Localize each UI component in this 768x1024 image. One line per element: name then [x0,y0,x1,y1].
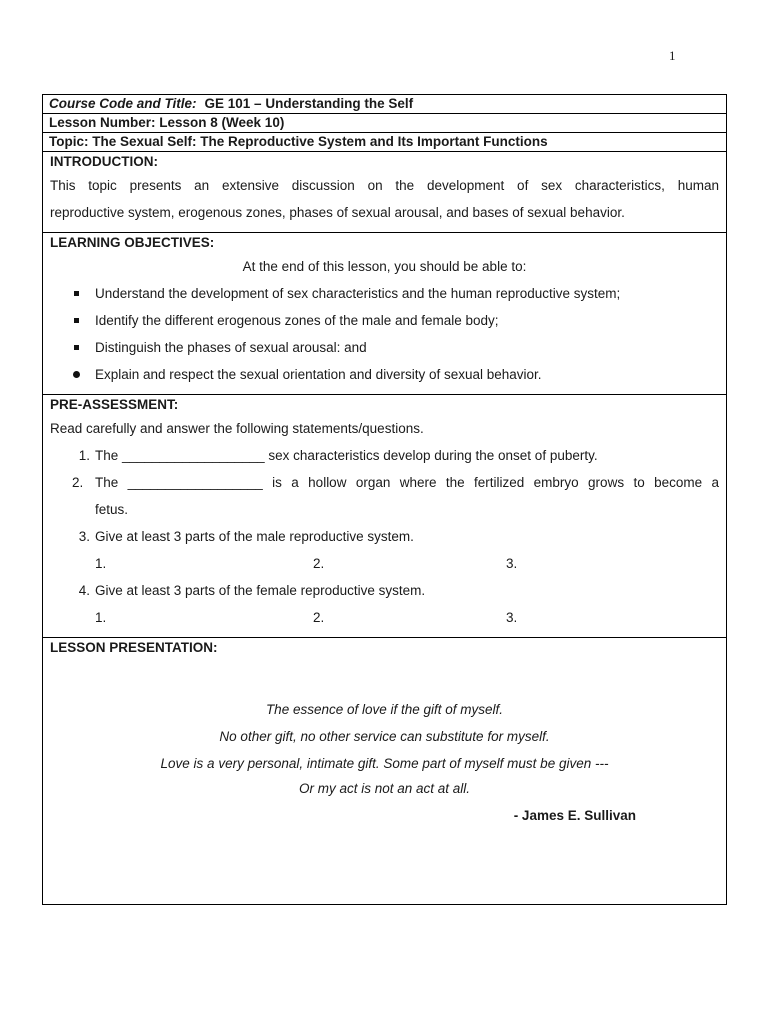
introduction-text-line-2: reproductive system, erogenous zones, phases of sexual arousal, and bases of sexual behavior. [50,205,625,220]
pre-assessment-heading: PRE-ASSESSMENT: [50,397,179,412]
introduction-text-line-1: This topic presents an extensive discussion on the development of sex characteristics, human [50,178,719,193]
course-row [43,95,726,114]
question-1: 1. The ___________________ sex characteristics develop during the onset of puberty. [78,448,598,463]
question-2-continuation: fetus. [95,502,129,517]
objectives-list [50,280,719,388]
answer-slot-1: 1. [95,556,107,571]
objectives-lead: At the end of this lesson, you should be able to: [242,259,527,274]
introduction-heading: INTRODUCTION: [50,154,158,169]
square-bullet-icon [74,291,79,296]
course-title: GE 101 – Understanding the Self [204,96,414,111]
objectives-heading: LEARNING OBJECTIVES: [50,235,215,250]
lesson-number-row: Lesson Number: Lesson 8 (Week 10) [43,114,726,133]
answer-slot-1: 1. [95,610,107,625]
square-bullet-icon [74,318,79,323]
answer-slot-2: 2. [313,556,325,571]
objective-item: Identify the different erogenous zones of the male and female body; [50,307,719,334]
question-4: 4. Give at least 3 parts of the female reproductive system. [78,583,426,598]
quote-line: Or my act is not an act at all. [298,781,471,796]
lesson-presentation-section [43,638,726,904]
quote-line: The essence of love if the gift of myself. [265,702,504,717]
question-3: 3. Give at least 3 parts of the male reproductive system. [78,529,414,544]
question-2: 2. The __________________ is a hollow organ where the fertilized embryo grows to become a [72,475,719,490]
question-4-answer-slots [50,604,719,631]
square-bullet-icon [74,345,79,350]
pre-assessment-section [43,395,726,638]
answer-slot-3: 3. [506,556,518,571]
objective-item: Understand the development of sex characteristics and the human reproductive system; [50,280,719,307]
introduction-section [43,152,726,233]
learning-objectives-section [43,233,726,395]
quote-line: Love is a very personal, intimate gift. Some part of myself must be given --- [160,756,609,771]
question-3-answer-slots [50,550,719,577]
quote-author: - James E. Sullivan [513,808,636,823]
objective-item: Distinguish the phases of sexual arousal: and [50,334,719,361]
lesson-presentation-heading: LESSON PRESENTATION: [50,640,218,655]
answer-slot-3: 3. [506,610,518,625]
topic-row: Topic: The Sexual Self: The Reproductive System and Its Important Functions [43,133,726,152]
lesson-table [42,94,727,905]
pre-assessment-instruction: Read carefully and answer the following statements/questions. [50,421,424,436]
answer-slot-2: 2. [313,610,325,625]
round-bullet-icon [73,371,80,378]
objective-item: Explain and respect the sexual orientation and diversity of sexual behavior. [50,361,719,388]
course-label: Course Code and Title: [49,96,197,111]
quote-line: No other gift, no other service can substitute for myself. [219,729,550,744]
page-number: 1 [669,48,676,63]
